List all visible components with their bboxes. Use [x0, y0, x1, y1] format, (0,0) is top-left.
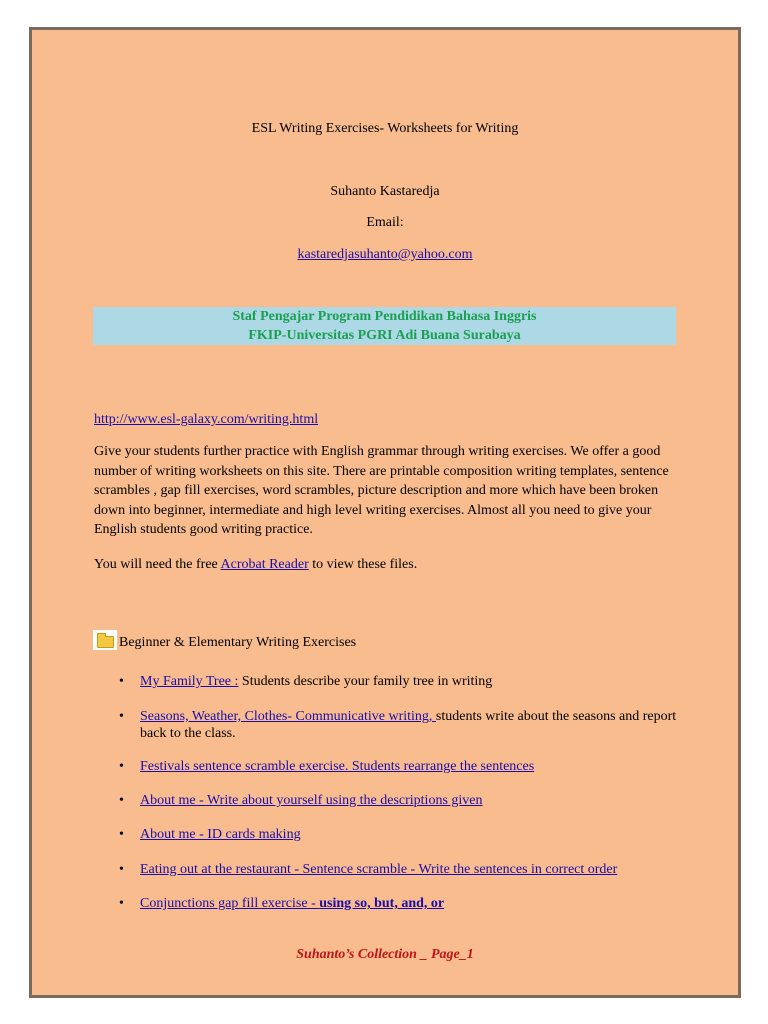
list-item: [112, 708, 680, 742]
exercise-link-bold-text[interactable]: using so, but, and, or: [319, 896, 445, 911]
page-footer: Suhanto’s Collection _ Page_1: [296, 947, 474, 962]
list-item: [112, 895, 720, 912]
exercise-link[interactable]: [140, 896, 444, 911]
exercise-description: Students describe your family tree in writing: [238, 674, 493, 689]
folder-icon: [93, 630, 117, 650]
acrobat-reader-link[interactable]: Acrobat Reader: [220, 557, 309, 572]
intro-paragraph: Give your students further practice with English grammar through writing exercises. We offer a good number of writing worksheets on this site. There are printable composition writing templates, sentence scrambles , gap fill exercises, word scrambles, picture description and more which have been broken down into beginner, intermediate and high level writing exercises. Almost all you need to give your English students good writing practice.: [94, 444, 669, 537]
affiliation-line-2: FKIP-Universitas PGRI Adi Buana Surabaya: [248, 328, 521, 343]
section-heading: [93, 630, 683, 653]
page-title: ESL Writing Exercises- Worksheets for Writing: [251, 121, 519, 136]
exercise-link[interactable]: About me - Write about yourself using the descriptions given: [140, 793, 483, 808]
list-item: [112, 826, 720, 843]
acrobat-note-prefix: You will need the free: [94, 557, 221, 572]
list-item: [112, 861, 720, 878]
exercise-description: students write about the seasons and report back to the class.: [140, 709, 677, 741]
exercise-link[interactable]: Seasons, Weather, Clothes- Communicative writing,: [140, 709, 436, 724]
list-item: [112, 673, 720, 690]
section-heading-text: Beginner & Elementary Writing Exercises: [119, 635, 357, 650]
document-page: [29, 27, 741, 998]
affiliation-banner: [93, 307, 676, 345]
exercise-link-text[interactable]: Conjunctions gap fill exercise -: [140, 896, 320, 911]
email-link[interactable]: kastaredjasuhanto@yahoo.com: [297, 247, 473, 262]
exercise-link[interactable]: My Family Tree :: [140, 674, 239, 689]
source-url-link[interactable]: http://www.esl-galaxy.com/writing.html: [94, 412, 319, 427]
acrobat-note-suffix: to view these files.: [308, 557, 418, 572]
author-name: Suhanto Kastaredja: [330, 184, 440, 199]
list-item: [112, 792, 720, 809]
email-label: Email:: [366, 215, 404, 230]
list-item: [112, 758, 720, 775]
acrobat-note: [94, 555, 684, 575]
exercise-link[interactable]: Festivals sentence scramble exercise. Students rearrange the sentences: [140, 759, 535, 774]
exercise-link[interactable]: About me - ID cards making: [140, 827, 301, 842]
affiliation-line-1: Staf Pengajar Program Pendidikan Bahasa Inggris: [232, 309, 537, 324]
exercise-link[interactable]: Eating out at the restaurant - Sentence scramble - Write the sentences in correct order: [140, 862, 618, 877]
